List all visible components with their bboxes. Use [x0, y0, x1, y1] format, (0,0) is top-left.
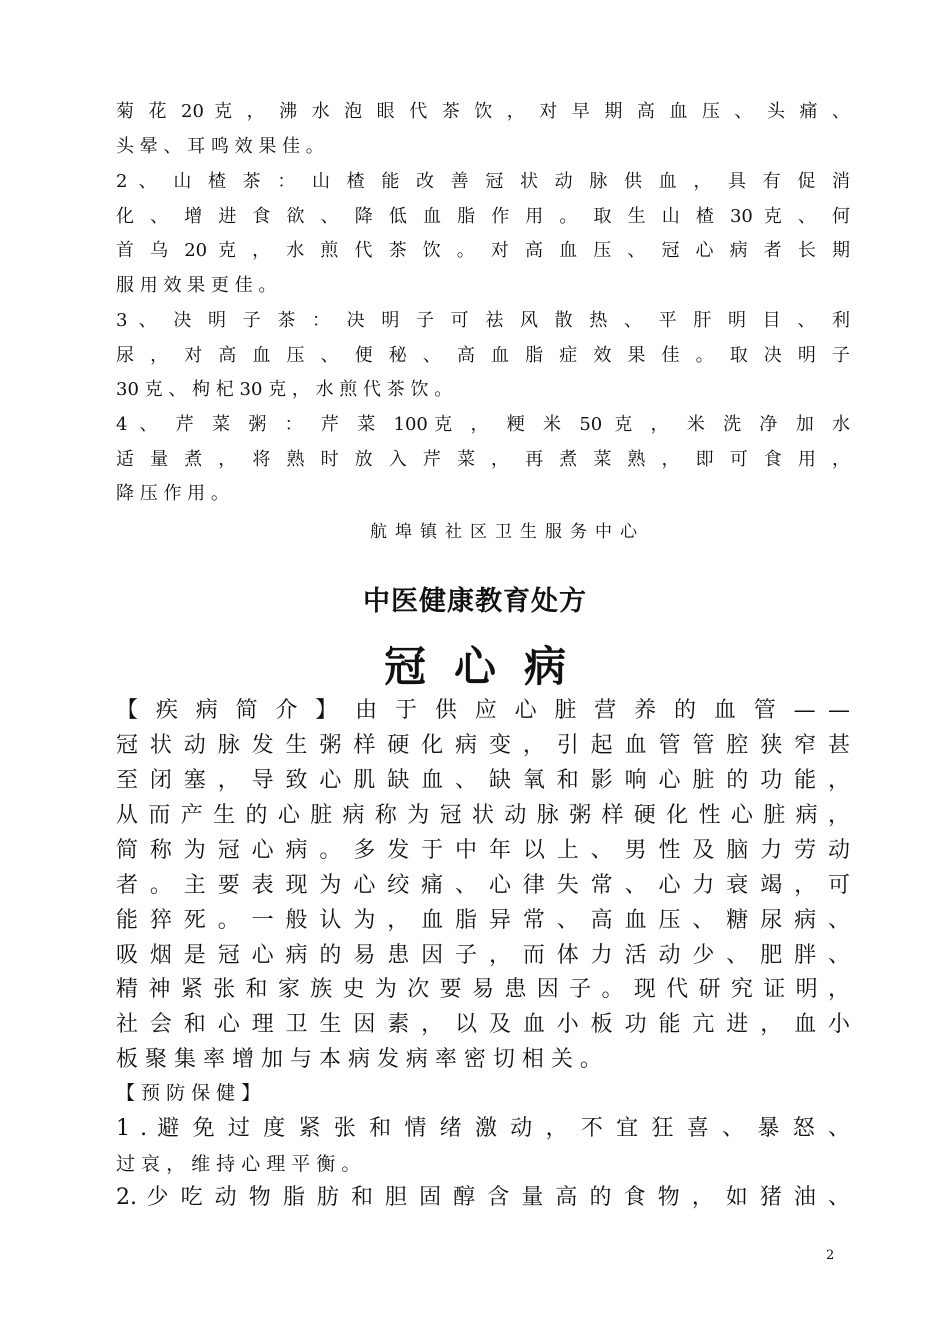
body-line: 至 闭 塞 ， 导 致 心 肌 缺 血 、 缺 氧 和 影 响 心 脏 的 功 能 ，: [116, 768, 850, 793]
body-line: 3 、 决 明 子 茶 ： 决 明 子 可 祛 风 散 热 、 平 肝 明 目 、 利: [116, 310, 850, 331]
body-line: 能 猝 死 。 一 般 认 为 ， 血 脂 异 常 、 高 血 压 、 糖 尿 病 、: [116, 908, 850, 933]
body-line: 2. 少 吃 动 物 脂 肪 和 胆 固 醇 含 量 高 的 食 物 ， 如 猪 油 、: [116, 1185, 850, 1210]
body-line: 30 克 、 枸 杞 30 克 ， 水 煎 代 茶 饮 。: [116, 379, 453, 400]
body-line: 适 量 煮 ， 将 熟 时 放 入 芹 菜 ， 再 煮 菜 熟 ， 即 可 食 用 ，: [116, 449, 850, 470]
page-number: 2: [826, 1248, 835, 1263]
body-line: 从 而 产 生 的 心 脏 病 称 为 冠 状 动 脉 粥 样 硬 化 性 心 脏 病 ，: [116, 803, 850, 828]
organization-signature: 航埠镇社区卫生服务中心: [370, 522, 645, 542]
body-line: 尿 ， 对 高 血 压 、 便 秘 、 高 血 脂 症 效 果 佳 。 取 决 明 子: [116, 345, 850, 366]
body-line: 板 聚 集 率 增 加 与 本 病 发 病 率 密 切 相 关 。: [116, 1047, 602, 1072]
body-line: 吸 烟 是 冠 心 病 的 易 患 因 子 ， 而 体 力 活 动 少 、 肥 胖 、: [116, 943, 850, 968]
body-line: 2 、 山 楂 茶 ： 山 楂 能 改 善 冠 状 动 脉 供 血 ， 具 有 促 消: [116, 171, 850, 192]
body-line: 服 用 效 果 更 佳 。: [116, 275, 277, 296]
body-line: 降 压 作 用 。: [116, 483, 229, 504]
body-line: 化 、 增 进 食 欲 、 降 低 血 脂 作 用 。 取 生 山 楂 30 克 、 何: [116, 206, 850, 227]
body-line: 简 称 为 冠 心 病 。 多 发 于 中 年 以 上 、 男 性 及 脑 力 劳 动: [116, 838, 850, 863]
body-line: 冠 状 动 脉 发 生 粥 样 硬 化 病 变 ， 引 起 血 管 管 腔 狭 窄 甚: [116, 733, 850, 758]
document-title: 中医健康教育处方: [363, 586, 587, 617]
body-line: 社 会 和 心 理 卫 生 因 素 ， 以 及 血 小 板 功 能 亢 进 ， 血 小: [116, 1012, 850, 1037]
disease-title: 冠心病: [383, 642, 594, 691]
section-heading: 【 预 防 保 健 】: [116, 1082, 261, 1104]
body-line: 菊 花 20 克 ， 沸 水 泡 眼 代 茶 饮 ， 对 早 期 高 血 压 、 头 痛 、: [116, 101, 850, 122]
body-line: 首 乌 20 克 ， 水 煎 代 茶 饮 。 对 高 血 压 、 冠 心 病 者 长 期: [116, 240, 850, 261]
body-line: 精 神 紧 张 和 家 族 史 为 次 要 易 患 因 子 。 现 代 研 究 证 明 ，: [116, 977, 850, 1002]
body-line: 头 晕 、 耳 鸣 效 果 佳 。: [116, 136, 324, 157]
body-line: 者 。 主 要 表 现 为 心 绞 痛 、 心 律 失 常 、 心 力 衰 竭 ， 可: [116, 873, 850, 898]
body-line: 4 、 芹 菜 粥 ： 芹 菜 100克 ， 粳 米 50 克 ， 米 洗 净 加 水: [116, 414, 850, 435]
body-line: 【 疾 病 简 介 】 由 于 供 应 心 脏 营 养 的 血 管 — —: [116, 698, 850, 723]
body-line: 过 哀 ， 维 持 心 理 平 衡 。: [116, 1153, 361, 1175]
body-line: 1 . 避 免 过 度 紧 张 和 情 绪 激 动 ， 不 宜 狂 喜 、 暴 怒 、: [116, 1116, 850, 1141]
